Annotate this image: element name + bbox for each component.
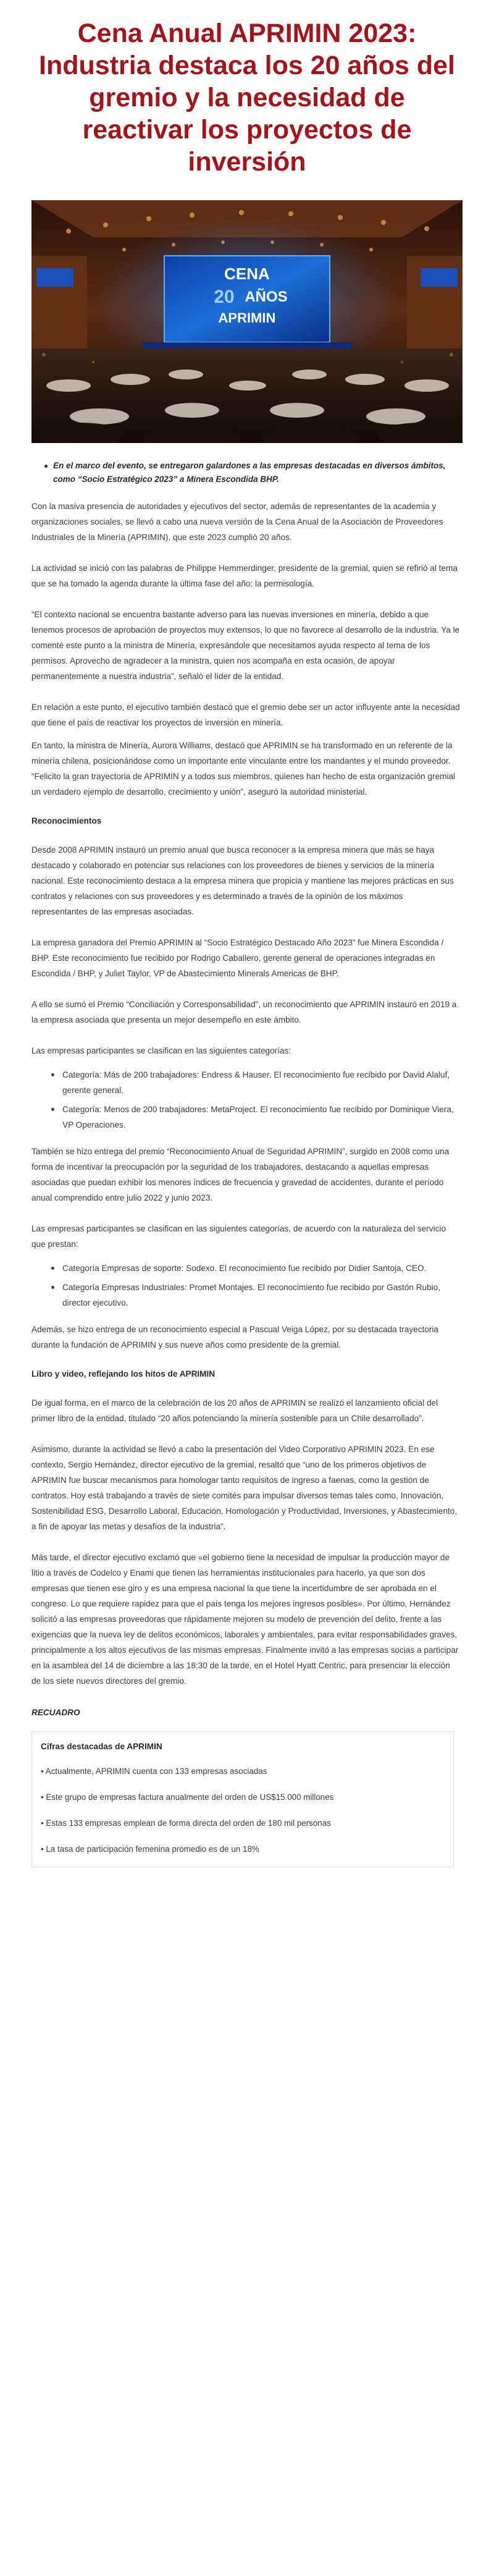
highlights-box-title: Cifras destacadas de APRIMIN	[41, 1742, 162, 1751]
event-photo	[31, 200, 463, 443]
paragraph-12: Además, se hizo entrega de un reconocimiento especial a Pascual Veiga López, por su destacada trayectoria durante la fundación de APRIMIN y sus nueve años como presidente de la gremial.	[31, 1325, 438, 1349]
subheading-reconocimientos: Reconocimientos	[31, 816, 102, 826]
list-item: Categoría Empresas Industriales: Promet Montajes. El reconocimiento fue recibido por Gastón Rubio, director ejecutivo.	[49, 1280, 460, 1311]
paragraph-15: Más tarde, el director ejecutivo exclamó que «el gobierno tiene la necesidad de impulsar la producción mayor de litio a través de Codelco y Enami que tienen las herramientas institucionales para hacerlo, ya que son dos empresas que tienen ese giro y es una empresa nacional la que tiene la incertidumbre de ser aprobada en el congreso. Lo que requiere rapidez para que el país tenga los mejores ingresos posibles». Por último, Hernández solicitó a las empresas proveedoras que rápidamente mejoren su modelo de prevención del delito, frente a las exigencias que la nueva ley de delitos económicos, laborales y ambientales, para evitar responsabilidades graves, principalmente a los altos ejecutivos de las mismas empresas. Finalmente invitó a las empresas socias a participar en la asamblea del 14 de diciembre a las 18:30 de la tarde, en el Hotel Hyatt Centric, para presenciar la elección de los siete nuevos directores del gremio.	[31, 1553, 459, 1686]
screen-text-3: AÑOS	[245, 289, 288, 305]
paragraph-11: Las empresas participantes se clasifican en las siguientes categorías, de acuerdo con la naturaleza del servicio que prestan:	[31, 1224, 446, 1249]
screen-text-2: 20	[214, 287, 235, 307]
article-body	[0, 499, 494, 1867]
photo-caption: En el marco del evento, se entregaron galardones a las empresas destacadas en diversos ámbitos, como “Socio Estratégico 2023” a Minera Escondida BHP.	[53, 459, 454, 486]
paragraph-10: También se hizo entrega del premio “Reconocimiento Anual de Seguridad APRIMIN”, surgido en 2008 como una forma de incentivar la preocupación por la seguridad de los trabajadores, destacando a aquellas empresas asociadas que puedan exhibir los menores índices de frecuencia y gravedad de accidentes, durante el período anual comprendido entre julio 2022 y junio 2023.	[31, 1147, 450, 1202]
award-categories-list	[31, 1067, 460, 1133]
highlight-item: • La tasa de participación femenina promedio es de un 18%	[41, 1844, 259, 1854]
paragraph-5: En tanto, la ministra de Minería, Aurora Williams, destacó que APRIMIN se ha transformado en un referente de la minería chilena, posicionándose como un importante ente vinculante entre los mandantes y el mundo proveedor. “Felicito la gran trayectoria de APRIMIN y a todos sus miembros, quienes han hecho de esta organización gremial un verdadero ejemplo de desarrollo, crecimiento y unión”, aseguró la autoridad ministerial.	[31, 741, 456, 796]
article-title: Cena Anual APRIMIN 2023: Industria destaca los 20 años del gremio y la necesidad de reactivar los proyectos de inversión	[39, 19, 455, 177]
paragraph-7: La empresa ganadora del Premio APRIMIN al “Socio Estratégico Destacado Año 2023” fue Minera Escondida / BHP. Este reconocimiento fue recibido por Rodrigo Caballero, gerente general de operaciones integradas en Escondida / BHP, y Juliet Taylor, VP de Abastecimiento Minerals Americas de BHP.	[31, 938, 444, 978]
paragraph-14: Asimismo, durante la actividad se llevó a cabo la presentación del Video Corporativo APRIMIN 2023. En ese contexto, Sergio Hernández, director ejecutivo de la gremial, resaltó que “uno de los primeros objetivos de APRIMIN fue buscar mecanismos para homologar tanto requisitos de ingreso a faenas, como la gestión de contratos. Hoy está trabajando a través de siete comités para impulsar diversos temas tales como, Innovación, Sostenibilidad ESG, Desarrollo Laboral, Educación, Homologación y Productividad, Inversiones, y Abastecimiento, a fin de apoyar las metas y desafíos de la industria”.	[31, 1445, 458, 1531]
highlights-box	[31, 1731, 454, 1867]
list-item: Categoría: Más de 200 trabajadores: Endress & Hauser. El reconocimiento fue recibido por David Alaluf, gerente general.	[49, 1067, 460, 1098]
paragraph-6: Desde 2008 APRIMIN instauró un premio anual que busca reconocer a la empresa minera que más se haya destacado y colaborado en potenciar sus relaciones con los proveedores de bienes y servicios de la minería nacional. Este reconocimiento destaca a la empresa minera que propicia y mantiene las mejores prácticas en sus contratos y relaciones con sus proveedores y es determinado a través de la opinión de los máximos representantes de las empresas asociadas.	[31, 845, 454, 916]
paragraph-3: “El contexto nacional se encuentra bastante adverso para las nuevas inversiones en minería, debido a que tenemos procesos de aprobación de proyectos muy extensos, lo que no favorece al desarrollo de la industria. Ya le comenté este punto a la ministra de Minería, expresándole que necesitamos ayuda respecto al tema de los permisos. Aprovecho de agradecer a la ministra, quien nos acompaña en esta ocasión, de apoyar permanentemente a nuestra industria”, señaló el líder de la entidad.	[31, 610, 460, 681]
subheading-libro-video: Libro y video, reflejando los hitos de APRIMIN	[31, 1369, 216, 1379]
screen-text-4: APRIMIN	[218, 310, 276, 326]
screen-text-1: CENA	[224, 264, 270, 283]
highlight-item: • Estas 133 empresas emplean de forma directa del orden de 180 mil personas	[41, 1818, 331, 1828]
paragraph-1: Con la masiva presencia de autoridades y ejecutivos del sector, además de representantes de la academia y organizaciones sociales, se llevó a cabo una nueva versión de la Cena Anual de la Asociación de Proveedores Industriales de la Minería (APRIMIN), que este 2023 cumplió 20 años.	[31, 502, 443, 542]
list-item: Categoría: Menos de 200 trabajadores: MetaProject. El reconocimiento fue recibido por Dominique Viera, VP Operaciones.	[49, 1102, 460, 1133]
photo-caption-list	[0, 459, 454, 486]
highlight-item: • Actualmente, APRIMIN cuenta con 133 empresas asociadas	[41, 1767, 267, 1776]
paragraph-8: A ello se sumó el Premio “Conciliación y Corresponsabilidad”, un reconocimiento que APRIMIN instauró en 2019 a la empresa asociada que presenta un mejor desempeño en este ámbito.	[31, 1000, 457, 1024]
paragraph-4: En relación a este punto, el ejecutivo también destacó que el gremio debe ser un actor influyente ante la necesidad que tiene el país de reactivar los proyectos de inversión en minería.	[31, 703, 460, 727]
paragraph-13: De igual forma, en el marco de la celebración de los 20 años de APRIMIN se realizó el lanzamiento oficial del primer libro de la entidad, titulado “20 años potenciando la minería sostenible para un Chile desarrollado”.	[31, 1398, 438, 1423]
list-item: Categoría Empresas de soporte: Sodexo. El reconocimiento fue recibido por Didier Santoja, CEO.	[49, 1261, 460, 1276]
recuadro-label: RECUADRO	[31, 1708, 80, 1717]
safety-categories-list	[31, 1261, 460, 1311]
paragraph-9: Las empresas participantes se clasifican en las siguientes categorías:	[31, 1046, 291, 1055]
highlight-item: • Este grupo de empresas factura anualmente del orden de US$15.000 millones	[41, 1793, 334, 1802]
paragraph-2: La actividad se inició con las palabras de Philippe Hemmerdinger, presidente de la gremial, quien se refirió al tema que se ha tomado la agenda durante la última fase del año: la permisología.	[31, 564, 458, 588]
